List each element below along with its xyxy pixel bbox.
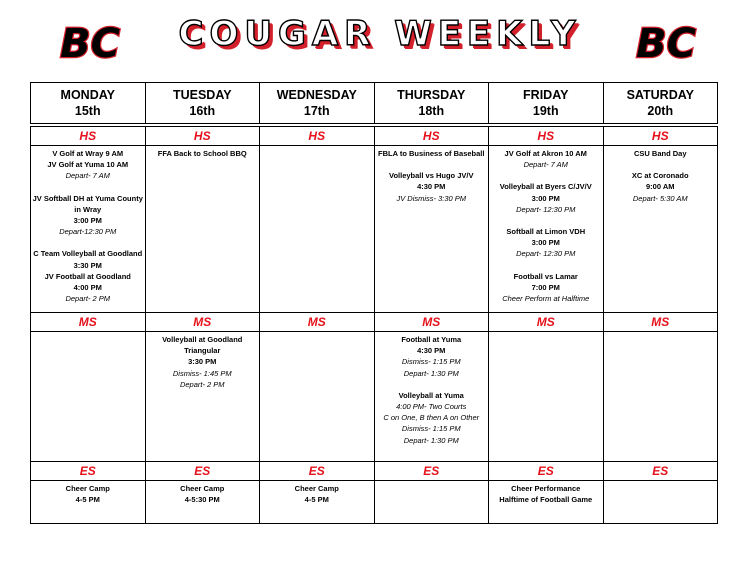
section-label-hs: HS (537, 129, 555, 143)
event-line: Football at Yuma (401, 335, 462, 344)
section-label-es: ES (79, 464, 96, 478)
event-line: Softball at Limon VDH (506, 227, 586, 237)
ms-saturday-cell (603, 332, 718, 462)
schedule-grid (30, 126, 718, 524)
event-line: CSU Band Day (633, 149, 687, 158)
event-line: C on One, B then A on Other (383, 413, 480, 423)
section-label-ms: MS (193, 315, 212, 329)
day-header-friday: FRIDAY 19th (489, 83, 604, 124)
section-label-es: ES (537, 464, 554, 478)
event-line: 4:30 PM (417, 346, 446, 356)
section-row-ms (31, 313, 718, 332)
ms-monday-cell (31, 332, 146, 462)
event-line: 3:00 PM (531, 238, 560, 248)
event-line: JV Golf at Akron 10 AM (504, 149, 587, 158)
hs-friday-cell (489, 146, 604, 313)
event-line: JV Dismiss- 3:30 PM (396, 193, 467, 203)
event-line: 4-5 PM (304, 495, 329, 505)
es-saturday-cell (603, 481, 718, 524)
event-line: 9:00 AM (646, 182, 675, 192)
event-line: Depart- 2 PM (179, 379, 225, 389)
section-label-es: ES (652, 464, 669, 478)
section-row-hs (31, 127, 718, 146)
event-line: Cheer Camp (65, 484, 110, 493)
section-label-ms: MS (78, 315, 97, 329)
event-line: Depart- 5:30 AM (632, 193, 688, 203)
logo-text: BC (60, 21, 120, 64)
event-line: Depart- 1:30 PM (403, 368, 459, 378)
event-line: 4-5:30 PM (184, 495, 220, 505)
section-label-ms: MS (536, 315, 555, 329)
event-line: Depart- 1:30 PM (403, 435, 459, 445)
es-thursday-cell (374, 481, 489, 524)
section-label-ms: MS (651, 315, 670, 329)
section-label-es: ES (308, 464, 325, 478)
section-row-es (31, 462, 718, 481)
event-line: Halftime of Football Game (499, 495, 593, 505)
event-line: Volleyball at Yuma (398, 390, 464, 400)
section-label-ms: MS (307, 315, 326, 329)
event-line: Cheer Perform at Halftime (502, 294, 590, 304)
day-header-tuesday: TUESDAY 16th (145, 83, 260, 124)
event-line: Volleyball at Byers C/JV/V (499, 182, 592, 192)
event-line: 3:30 PM (73, 260, 102, 270)
event-line: 4:00 PM (73, 283, 102, 293)
day-header (30, 82, 718, 124)
event-line: Cheer Camp (180, 484, 225, 493)
section-label-es: ES (423, 464, 440, 478)
event-line: FBLA to Business of Baseball (378, 149, 485, 158)
event-line: 4:30 PM (417, 182, 446, 192)
ms-events-row (31, 332, 718, 462)
event-line: XC at Coronado (631, 171, 689, 181)
section-label-es: ES (194, 464, 211, 478)
hs-monday-cell (31, 146, 146, 313)
event-line: JV Football at Goodland (44, 271, 131, 281)
event-line: Cheer Camp (294, 484, 339, 493)
event-line: Depart- 12:30 PM (516, 249, 576, 259)
section-label-hs: HS (308, 129, 326, 143)
event-line: Football vs Lamar (513, 271, 578, 281)
event-line: 3:00 PM (73, 216, 102, 226)
event-line: Depart- 2 PM (65, 294, 111, 304)
day-header-saturday: SATURDAY 20th (603, 83, 718, 124)
hs-events-row (31, 146, 718, 313)
section-label-hs: HS (193, 129, 211, 143)
section-label-ms: MS (422, 315, 441, 329)
ms-tuesday-cell (145, 332, 260, 462)
event-line: FFA Back to School BBQ (157, 149, 247, 158)
hs-tuesday-cell (145, 146, 260, 313)
hs-saturday-cell (603, 146, 718, 313)
logo-text: BC (636, 21, 696, 64)
ms-thursday-cell (374, 332, 489, 462)
es-wednesday-cell (260, 481, 375, 524)
es-tuesday-cell (145, 481, 260, 524)
event-line: Dismiss- 1:15 PM (401, 357, 461, 367)
es-friday-cell (489, 481, 604, 524)
event-line: Dismiss- 1:45 PM (172, 368, 232, 378)
bc-logo-right (626, 20, 706, 64)
event-line: Depart- 12:30 PM (516, 204, 576, 214)
event-line: V Golf at Wray 9 AM (52, 149, 124, 158)
event-line: Cheer Performance (511, 484, 581, 493)
es-monday-cell (31, 481, 146, 524)
hs-thursday-cell (374, 146, 489, 313)
event-line: in Wray (74, 204, 102, 214)
event-line: Depart- 7 AM (523, 160, 568, 170)
hs-wednesday-cell (260, 146, 375, 313)
page-title: COUGAR WEEKLY (178, 14, 582, 54)
ms-wednesday-cell (260, 332, 375, 462)
event-line: Depart-12:30 PM (59, 227, 117, 237)
es-events-row (31, 481, 718, 524)
section-label-hs: HS (651, 129, 669, 143)
event-line: 4-5 PM (75, 495, 100, 505)
ms-friday-cell (489, 332, 604, 462)
day-header-wednesday: WEDNESDAY 17th (260, 83, 375, 124)
event-line: C Team Volleyball at Goodland (33, 249, 143, 259)
event-line: JV Golf at Yuma 10 AM (47, 160, 129, 170)
day-header-thursday: THURSDAY 18th (374, 83, 489, 124)
section-label-hs: HS (422, 129, 440, 143)
event-line: 3:00 PM (531, 193, 560, 203)
event-line: 4:00 PM- Two Courts (396, 402, 467, 412)
event-line: Depart- 7 AM (65, 171, 110, 181)
event-line: Volleyball at Goodland Triangular (162, 335, 243, 356)
day-header-monday: MONDAY 15th (31, 83, 146, 124)
event-line: 7:00 PM (531, 282, 560, 292)
event-line: JV Softball DH at Yuma County (32, 193, 143, 203)
event-line: Volleyball vs Hugo JV/V (389, 171, 474, 181)
event-line: 3:30 PM (188, 357, 217, 367)
event-line: Dismiss- 1:15 PM (401, 424, 461, 434)
section-label-hs: HS (79, 129, 97, 143)
bc-logo-left (50, 20, 130, 64)
